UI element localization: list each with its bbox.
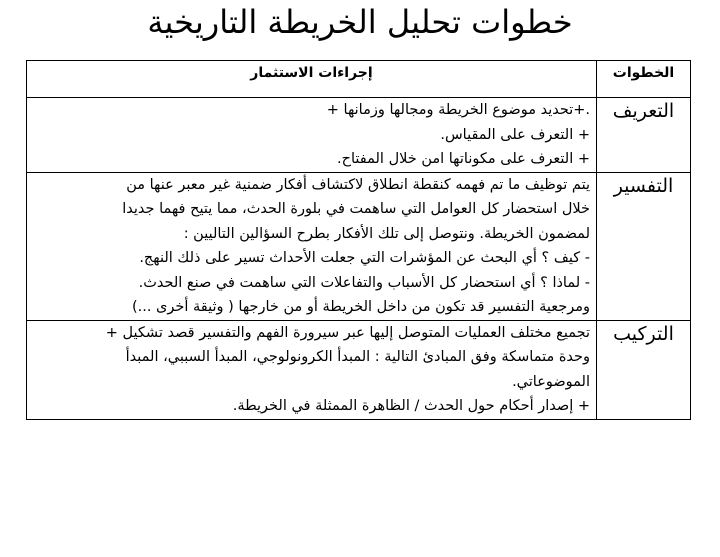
procedure-line: وحدة متماسكة وفق المبادئ التالية : المبدأ الكرونولوجي، المبدأ السببي، المبدأ (125, 349, 590, 365)
row-definition (27, 98, 691, 173)
procedure-line: الموضوعاتي. (512, 373, 590, 390)
header-procedures: إجراءات الاستثمار (27, 61, 597, 98)
row-interpretation (27, 172, 691, 320)
step-name-synthesis: التركيب (597, 320, 691, 419)
page-title: خطوات تحليل الخريطة التاريخية (147, 3, 573, 41)
procedures-interpretation (27, 172, 597, 320)
procedure-line: + إصدار أحكام حول الحدث / الظاهرة الممثلة في الخريطة. (232, 398, 590, 414)
procedure-line: - لماذا ؟ أي استحضار كل الأسباب والتفاعلات التي ساهمت في صنع الحدث. (138, 274, 590, 291)
procedure-line: .+تحديد موضوع الخريطة ومجالها وزمانها + (326, 102, 590, 118)
procedure-line: خلال استحضار كل العوامل التي ساهمت في بلورة الحدث، مما يتيح فهما جديدا (122, 201, 590, 217)
steps-table (26, 60, 691, 420)
procedure-line: تجميع مختلف العمليات المتوصل إليها عبر سيرورة الفهم والتفسير قصد تشكيل + (105, 324, 590, 341)
procedure-line: + التعرف على مكوناتها امن خلال المفتاح. (337, 151, 590, 167)
procedure-line: ومرجعية التفسير قد تكون من داخل الخريطة أو من خارجها ( وثيقة أخرى ...) (131, 299, 590, 315)
step-name-definition: التعريف (597, 98, 691, 173)
procedure-line: يتم توظيف ما تم فهمه كنقطة انطلاق لاكتشاف أفكار ضمنية غير معبر عنها من (126, 176, 590, 193)
header-steps: الخطوات (597, 61, 691, 98)
procedure-line: - كيف ؟ أي البحث عن المؤشرات التي جعلت الأحداث تسير على ذلك النهج. (139, 250, 590, 266)
row-synthesis (27, 320, 691, 419)
procedure-line: لمضمون الخريطة. ونتوصل إلى تلك الأفكار بطرح السؤالين التاليين : (183, 225, 590, 242)
procedures-definition (27, 98, 597, 173)
procedure-line: + التعرف على المقياس. (440, 126, 590, 143)
table-header-row (27, 61, 691, 98)
step-name-interpretation: التفسير (597, 172, 691, 320)
procedures-synthesis (27, 320, 597, 419)
